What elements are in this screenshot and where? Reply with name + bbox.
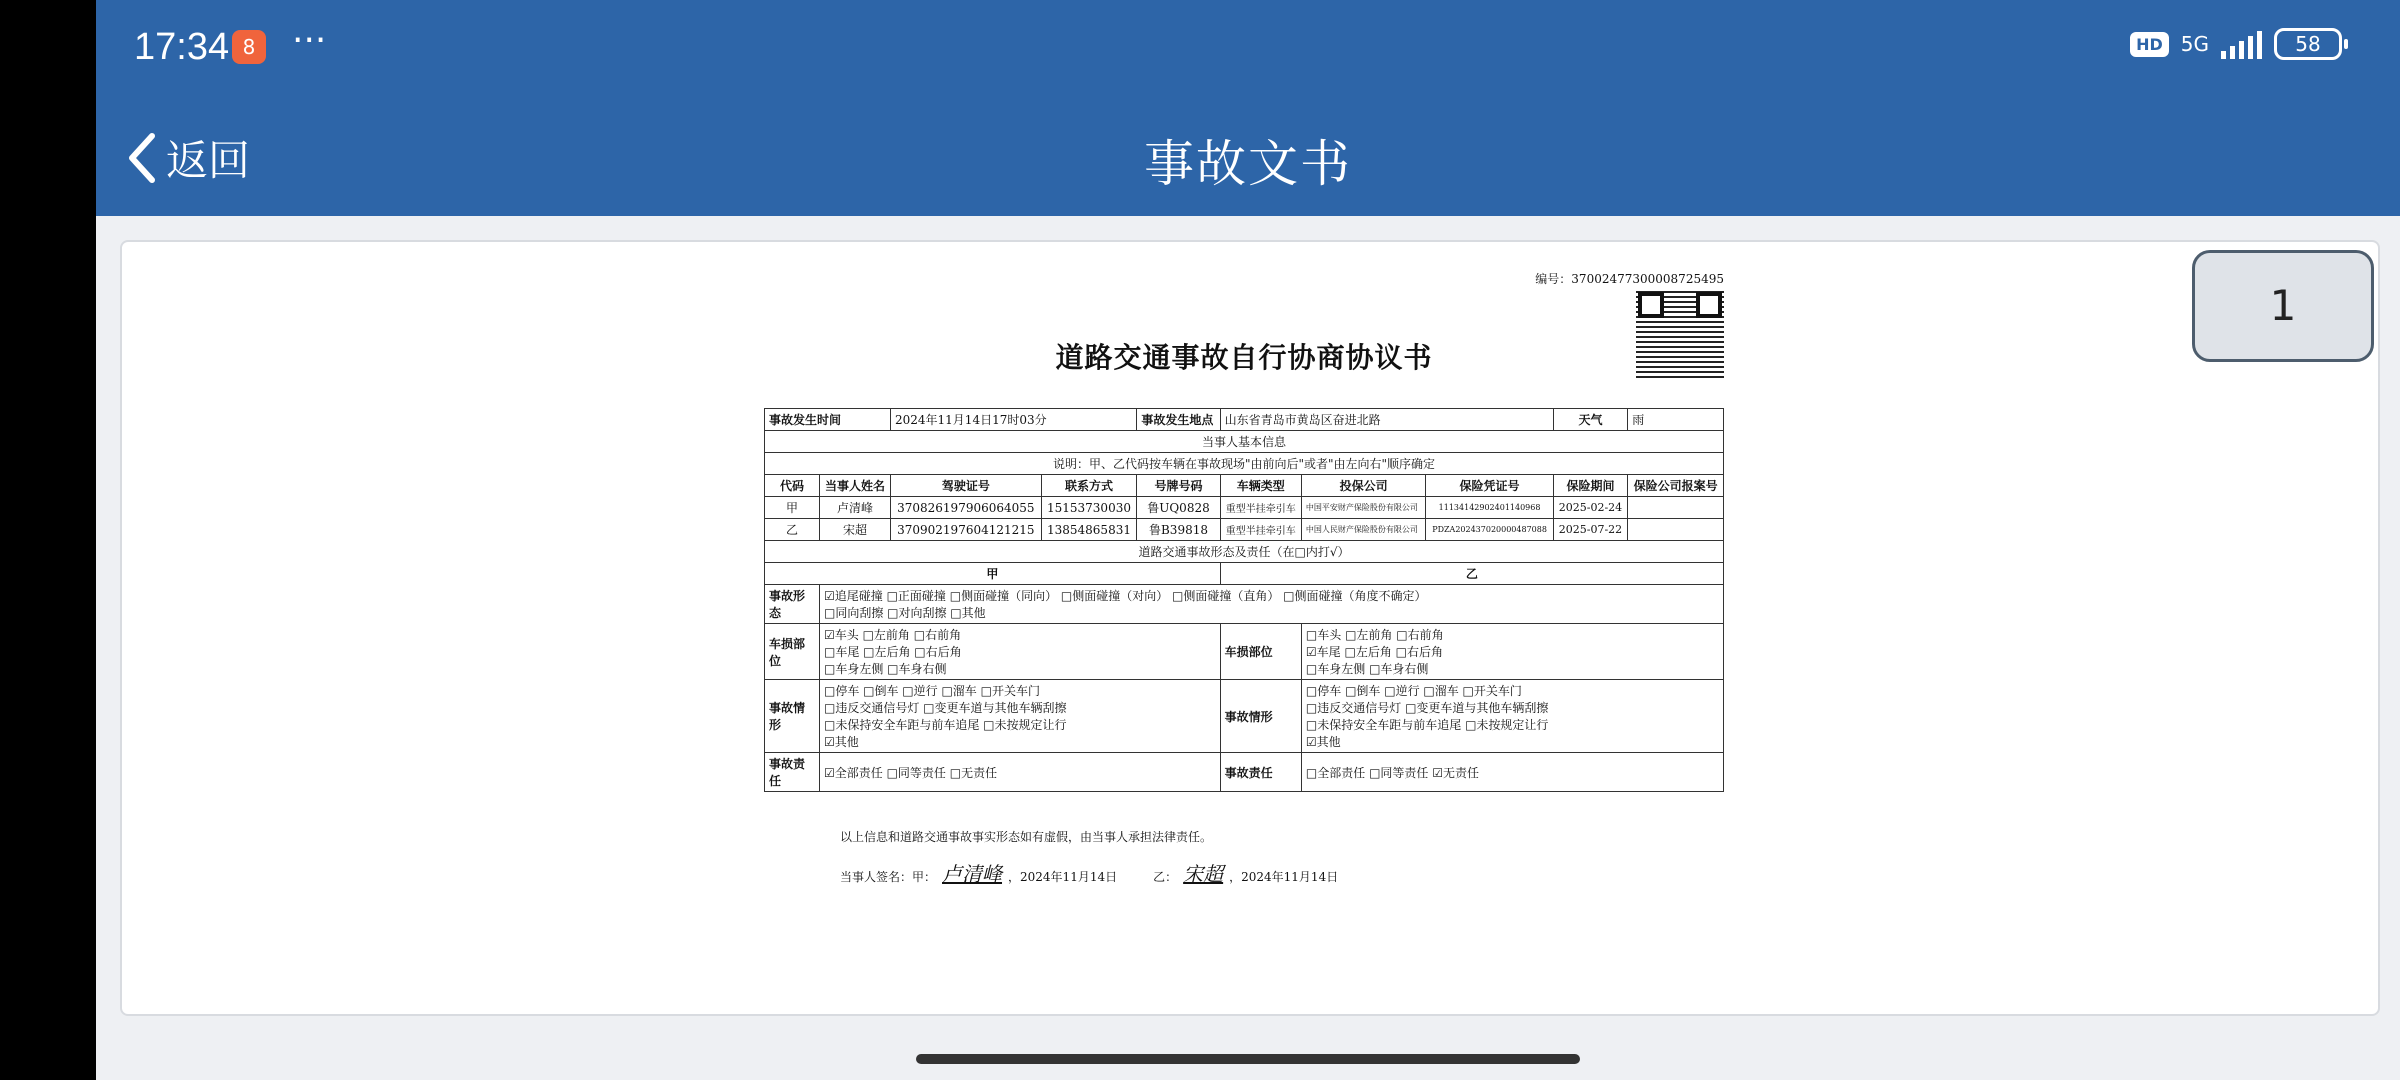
situation-b (1301, 680, 1723, 753)
liability-label-b: 事故责任 (1220, 753, 1301, 792)
place-value: 山东省青岛市黄岛区奋进北路 (1220, 409, 1553, 431)
damage-label-b: 车损部位 (1220, 624, 1301, 680)
signal-icon (2221, 29, 2262, 59)
situation-line: □违反交通信号灯 □变更车道与其他车辆刮擦 (824, 701, 1067, 715)
back-label: 返回 (166, 136, 251, 185)
agreement-table (764, 408, 1724, 792)
party-b-header: 乙 (1220, 563, 1723, 585)
damage-b (1301, 624, 1723, 680)
cell-policy: 11134142902401140968 (1426, 497, 1553, 519)
more-notifications-icon: ··· (292, 20, 327, 61)
cell-license: 370826197906064055 (891, 497, 1042, 519)
cell-period: 2025-02-24 (1553, 497, 1628, 519)
party-a-header: 甲 (765, 563, 1221, 585)
document-title: 道路交通事故自行协商协议书 (1055, 341, 1433, 374)
liability-label: 事故责任 (765, 753, 820, 792)
damage-label: 车损部位 (765, 624, 820, 680)
damage-line: ☑车尾 □左后角 □右后角 (1305, 645, 1443, 659)
signature-line (840, 858, 1338, 887)
signature-b: 宋超 (1183, 862, 1224, 886)
cell-vehicle-type: 重型半挂牵引车 (1220, 497, 1301, 519)
situation-line: □停车 □倒车 □逆行 □溜车 □开关车门 (1305, 684, 1522, 698)
accident-form-line: □同向刮擦 □对向刮擦 □其他 (824, 606, 986, 620)
signature-a: 卢清峰 (942, 862, 1003, 886)
accident-form-label: 事故形态 (765, 585, 820, 624)
damage-line: □车身左侧 □车身右侧 (1305, 662, 1429, 676)
sign-b-date: ，2024年11月14日 (1229, 870, 1339, 884)
sign-label: 当事人签名：甲： (840, 870, 937, 884)
cell-name: 宋超 (820, 519, 891, 541)
status-icons (2130, 28, 2342, 60)
cell-report (1628, 497, 1724, 519)
time-label: 事故发生时间 (765, 409, 891, 431)
cell-plate: 鲁B39818 (1137, 519, 1220, 541)
sign-b-label: 乙： (1153, 870, 1178, 884)
column-header: 保险期间 (1553, 475, 1628, 497)
situation-line: □未保持安全车距与前车追尾 □未按规定让行 (824, 718, 1067, 732)
column-header: 代码 (765, 475, 820, 497)
cell-code: 甲 (765, 497, 820, 519)
damage-line: □车头 □左前角 □右前角 (1305, 628, 1444, 642)
liability-b: □全部责任 □同等责任 ☑无责任 (1301, 753, 1723, 792)
column-header: 联系方式 (1041, 475, 1137, 497)
accident-form-line: ☑追尾碰撞 □正面碰撞 □侧面碰撞（同向） □侧面碰撞（对向） □侧面碰撞（直角） □侧面碰撞（角度不确定） (824, 589, 1427, 603)
battery-icon: 58 (2274, 28, 2342, 60)
parties-note: 说明：甲、乙代码按车辆在事故现场"由前向后"或者"由左向右"顺序确定 (765, 453, 1724, 475)
column-header: 号牌号码 (1137, 475, 1220, 497)
cell-period: 2025-07-22 (1553, 519, 1628, 541)
accident-form-options (820, 585, 1724, 624)
document-number: 编号：37002477300008725495 (1535, 272, 1724, 286)
sign-a-date: ，2024年11月14日 (1008, 870, 1118, 884)
damage-line: □车尾 □左后角 □右后角 (824, 645, 962, 659)
cell-phone: 13854865831 (1041, 519, 1137, 541)
home-indicator[interactable] (916, 1054, 1580, 1064)
situation-line: □违反交通信号灯 □变更车道与其他车辆刮擦 (1305, 701, 1549, 715)
column-header: 车辆类型 (1220, 475, 1301, 497)
place-label: 事故发生地点 (1137, 409, 1220, 431)
damage-a (820, 624, 1221, 680)
app-bar (96, 0, 2400, 216)
screen (96, 0, 2400, 1080)
cell-vehicle-type: 重型半挂牵引车 (1220, 519, 1301, 541)
liability-a: ☑全部责任 □同等责任 □无责任 (820, 753, 1221, 792)
cell-insurer: 中国平安财产保险股份有限公司 (1301, 497, 1425, 519)
parties-header: 当事人基本信息 (765, 431, 1724, 453)
situation-label: 事故情形 (765, 680, 820, 753)
cell-name: 卢清峰 (820, 497, 891, 519)
cell-plate: 鲁UQ0828 (1137, 497, 1220, 519)
cell-phone: 15153730030 (1041, 497, 1137, 519)
situation-line: ☑其他 (1305, 735, 1341, 749)
page-indicator[interactable]: 1 (2192, 250, 2374, 362)
hd-icon: HD (2130, 32, 2169, 57)
cell-report (1628, 519, 1724, 541)
column-header: 投保公司 (1301, 475, 1425, 497)
table-row (765, 497, 1724, 519)
notification-icon: 8 (232, 30, 266, 64)
weather-value: 雨 (1628, 409, 1724, 431)
network-type: 5G (2180, 32, 2209, 56)
weather-label: 天气 (1553, 409, 1628, 431)
situation-line: □停车 □倒车 □逆行 □溜车 □开关车门 (824, 684, 1040, 698)
situation-line: □未保持安全车距与前车追尾 □未按规定让行 (1305, 718, 1549, 732)
form-title: 道路交通事故形态及责任（在□内打√） (765, 541, 1724, 563)
status-time: 17:34 (134, 26, 230, 68)
column-header: 驾驶证号 (891, 475, 1042, 497)
situation-line: ☑其他 (824, 735, 859, 749)
page-title: 事故文书 (1144, 135, 1352, 193)
cell-insurer: 中国人民财产保险股份有限公司 (1301, 519, 1425, 541)
column-header: 当事人姓名 (820, 475, 891, 497)
time-value: 2024年11月14日17时03分 (891, 409, 1137, 431)
cell-license: 370902197604121215 (891, 519, 1042, 541)
damage-line: ☑车头 □左前角 □右前角 (824, 628, 962, 642)
cell-policy: PDZA202437020000487088 (1426, 519, 1553, 541)
damage-line: □车身左侧 □车身右侧 (824, 662, 947, 676)
column-header: 保险公司报案号 (1628, 475, 1724, 497)
situation-label-b: 事故情形 (1220, 680, 1301, 753)
table-row (765, 519, 1724, 541)
declaration: 以上信息和道路交通事故事实形态如有虚假，由当事人承担法律责任。 (840, 830, 1213, 844)
cell-code: 乙 (765, 519, 820, 541)
column-header: 保险凭证号 (1426, 475, 1553, 497)
situation-a (820, 680, 1221, 753)
